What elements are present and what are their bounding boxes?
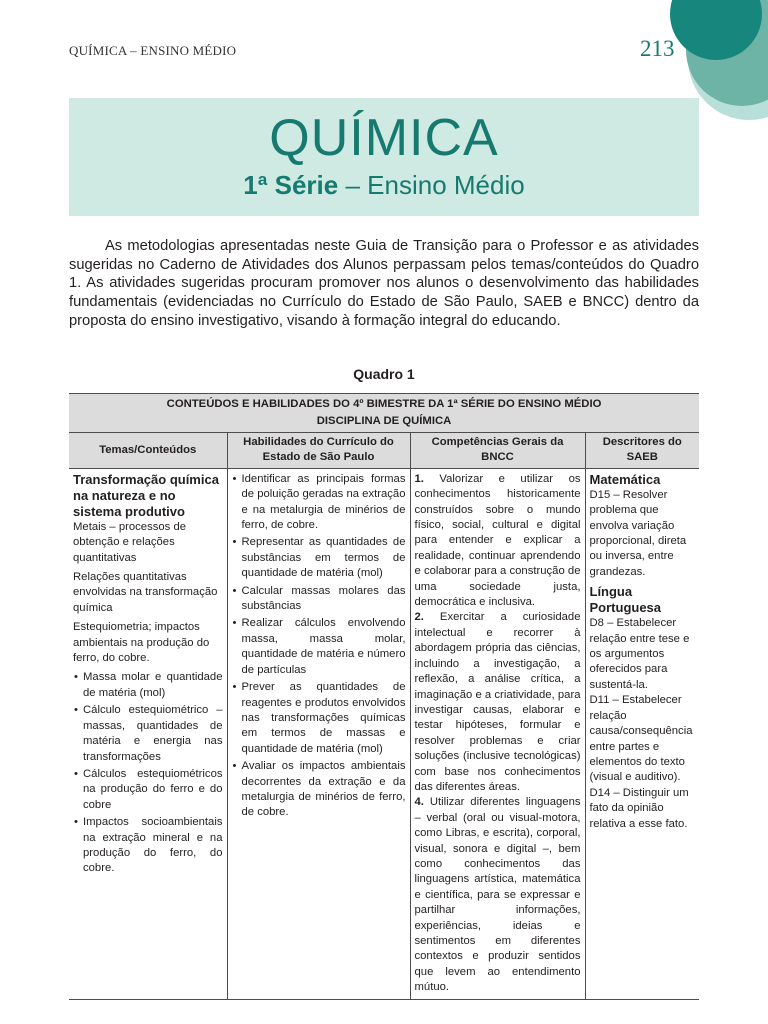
temas-cell (69, 468, 227, 999)
table-caption-line1: CONTEÚDOS E HABILIDADES DO 4º BIMESTRE DA 1ª SÉRIE DO ENSINO MÉDIO (166, 398, 602, 410)
list-item: • Massa molar e quantidade de matéria (mol) (83, 670, 223, 701)
competencia-text: Exercitar a curiosidade intelectual e recorrer à abordagem própria das ciências, incluindo a investigação, a reflexão, a análise crítica, a imaginação e a criatividade, para investigar causas, elaborar e testar hipóteses, formular e resolver problemas e criar soluções (inclusive tecnológicas) com base nos conhecimentos das diferentes áreas. (414, 611, 581, 793)
series-word: Série (274, 170, 339, 200)
list-item: • Identificar as principais formas de poluição geradas na extração e na metalurgia de minérios de ferro, de cobre. (242, 472, 406, 534)
competencia-item (415, 472, 581, 611)
temas-heading: Transformação química na natureza e no sistema produtivo (73, 471, 219, 519)
temas-list (73, 670, 223, 876)
competencia-item (415, 610, 581, 795)
level-text: – Ensino Médio (345, 170, 525, 200)
descritor-d14: D14 – Distinguir um fato da opinião relativa a esse fato. (589, 786, 689, 830)
page-number: 213 (640, 36, 675, 61)
descritores-cell (585, 468, 699, 999)
intro-paragraph: As metodologias apresentadas neste Guia de Transição para o Professor e as atividades sugeridas no Caderno de Atividades dos Alunos perpassam pelos temas/conteúdos do Quadro 1. As atividades sugeridas procuram promover nos alunos o desenvolvimento das habilidades fundamentais (evidenciadas no Currículo do Estado de São Paulo, SAEB e BNCC) dentro da proposta do ensino investigativo, visando à formação integral do educando. (69, 238, 699, 329)
table-row (69, 468, 699, 999)
list-item: • Representar as quantidades de substâncias em termos de quantidade de matéria (mol) (242, 535, 406, 581)
list-item: • Realizar cálculos envolvendo massa, massa molar, quantidade de matéria e número de partículas (242, 616, 406, 678)
habilidades-cell (227, 468, 410, 999)
matematica-heading: Matemática (589, 471, 661, 487)
descritor-d11: D11 – Estabelecer relação causa/consequência entre partes e elementos do texto (visual e auditivo). (589, 694, 693, 784)
temas-paragraph: Estequiometria; impactos ambientais na produção do ferro, do cobre. (73, 621, 210, 665)
temas-paragraph: Relações quantitativas envolvidas na transformação química (73, 571, 218, 614)
temas-paragraph: Metais – processos de obtenção e relações quantitativas (73, 520, 187, 564)
list-item: • Calcular massas molares das substâncias (242, 584, 406, 615)
list-item: • Cálculos estequiométricos na produção do ferro e do cobre (83, 767, 223, 813)
descritor-d8: D8 – Estabelecer relação entre tese e os argumentos oferecidos para sustentá-la. (589, 617, 690, 691)
column-header-temas: Temas/Conteúdos (69, 433, 227, 469)
competencia-number: 4. (414, 796, 424, 809)
list-item: • Avaliar os impactos ambientais decorrentes da extração e da metalurgia de minérios de ferro, de cobre. (242, 759, 406, 821)
table-caption (69, 394, 699, 433)
title-box (69, 98, 699, 216)
page-subtitle (69, 170, 699, 201)
table-caption-line2: DISCIPLINA DE QUÍMICA (316, 415, 452, 427)
lingua-portuguesa-heading: Língua Portuguesa (589, 584, 662, 616)
column-header-descritores: Descritores do SAEB (585, 433, 699, 469)
competencia-text: Utilizar diferentes linguagens – verbal (oral ou visual-motora, como Libras, e escrita), corporal, visual, sonora e digital –, bem como conhecimentos das linguagens artística, matemática e científica, para se expressar e partilhar informações, experiências, ideias e sentimentos em diferentes contextos e produzir sentidos que levem ao entendimento mútuo. (414, 796, 581, 994)
column-header-habilidades: Habilidades do Currículo do Estado de São Paulo (227, 433, 410, 469)
competencias-cell (410, 468, 585, 999)
list-item: • Prever as quantidades de reagentes e produtos envolvidos nas transformações químicas em termos de massas e quantidade de matéria (mol) (242, 680, 406, 757)
competencia-text: Valorizar e utilizar os conhecimentos historicamente construídos sobre o mundo físico, social, cultural e digital para entender e explicar a realidade, continuar aprendendo e colaborar para a construção de uma sociedade justa, democrática e inclusiva. (414, 472, 581, 609)
quadro-label: Quadro 1 (353, 366, 415, 382)
running-head: QUÍMICA – ENSINO MÉDIO (69, 43, 237, 58)
competencia-number: 1. (414, 472, 424, 485)
list-item: • Cálculo estequiométrico – massas, quantidades de matéria e energia nas transformações (83, 703, 223, 765)
habilidades-list (232, 472, 406, 821)
list-item: • Impactos socioambientais na extração mineral e na produção do ferro, do cobre. (83, 815, 223, 877)
column-header-competencias: Competências Gerais da BNCC (410, 433, 585, 469)
competencia-number: 2. (414, 611, 424, 624)
quadro-table (69, 393, 699, 1000)
page-title: QUÍMICA (269, 109, 499, 167)
descritor-d15: D15 – Resolver problema que envolva variação proporcional, direta ou inversa, entre grandezas. (589, 488, 687, 578)
series-number: 1ª (243, 170, 268, 200)
intro-text (69, 237, 699, 331)
competencia-item (415, 795, 581, 995)
